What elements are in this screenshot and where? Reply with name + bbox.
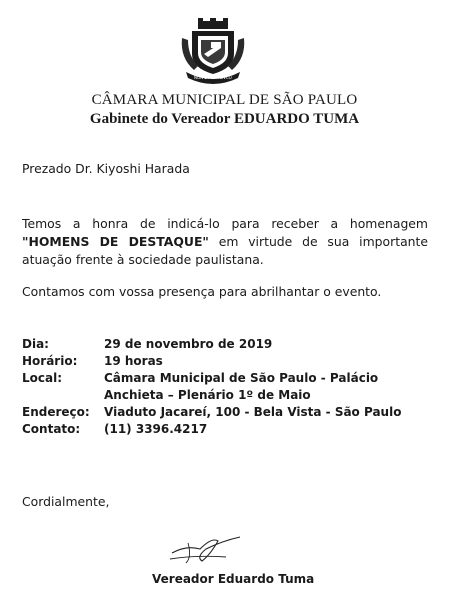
award-name: "HOMENS DE DESTAQUE" [22, 234, 209, 249]
signer-name: Vereador Eduardo Tuma [152, 572, 315, 586]
detail-label: Horário: [22, 354, 78, 368]
body-text-before: Temos a honra de indicá-lo para receber a homenagem [22, 216, 428, 231]
detail-row-address [22, 404, 404, 421]
institution-title: CÂMARA MUNICIPAL DE SÃO PAULO [91, 92, 358, 108]
detail-row-date [22, 336, 404, 353]
event-details [22, 336, 404, 438]
salutation: Prezado Dr. Kiyoshi Harada [22, 161, 190, 176]
detail-row-contact [22, 421, 404, 438]
invitation-line: Contamos com vossa presença para abrilhantar o evento. [22, 284, 382, 299]
body-text-after: em virtude de sua importante atuação frente à sociedade paulistana. [22, 234, 429, 267]
detail-value: 29 de novembro de 2019 [104, 337, 273, 351]
detail-value: (11) 3396.4217 [104, 422, 208, 436]
detail-label: Contato: [22, 422, 81, 436]
office-title: Gabinete do Vereador EDUARDO TUMA [89, 111, 360, 127]
seal-motto: NON DVCOR DVCO [194, 75, 232, 80]
detail-row-location [22, 370, 404, 404]
closing-regards: Cordialmente, [22, 494, 110, 509]
detail-label: Endereço: [22, 405, 90, 419]
detail-value: Viaduto Jacareí, 100 - Bela Vista - São Paulo [104, 405, 402, 419]
detail-value: 19 horas [104, 354, 163, 368]
detail-value: Câmara Municipal de São Paulo - Palácio Anchieta – Plenário 1º de Maio [104, 371, 379, 402]
detail-label: Local: [22, 371, 63, 385]
detail-row-time [22, 353, 404, 370]
body-paragraph [22, 215, 428, 269]
detail-label: Dia: [22, 337, 49, 351]
handwritten-signature [166, 527, 246, 567]
